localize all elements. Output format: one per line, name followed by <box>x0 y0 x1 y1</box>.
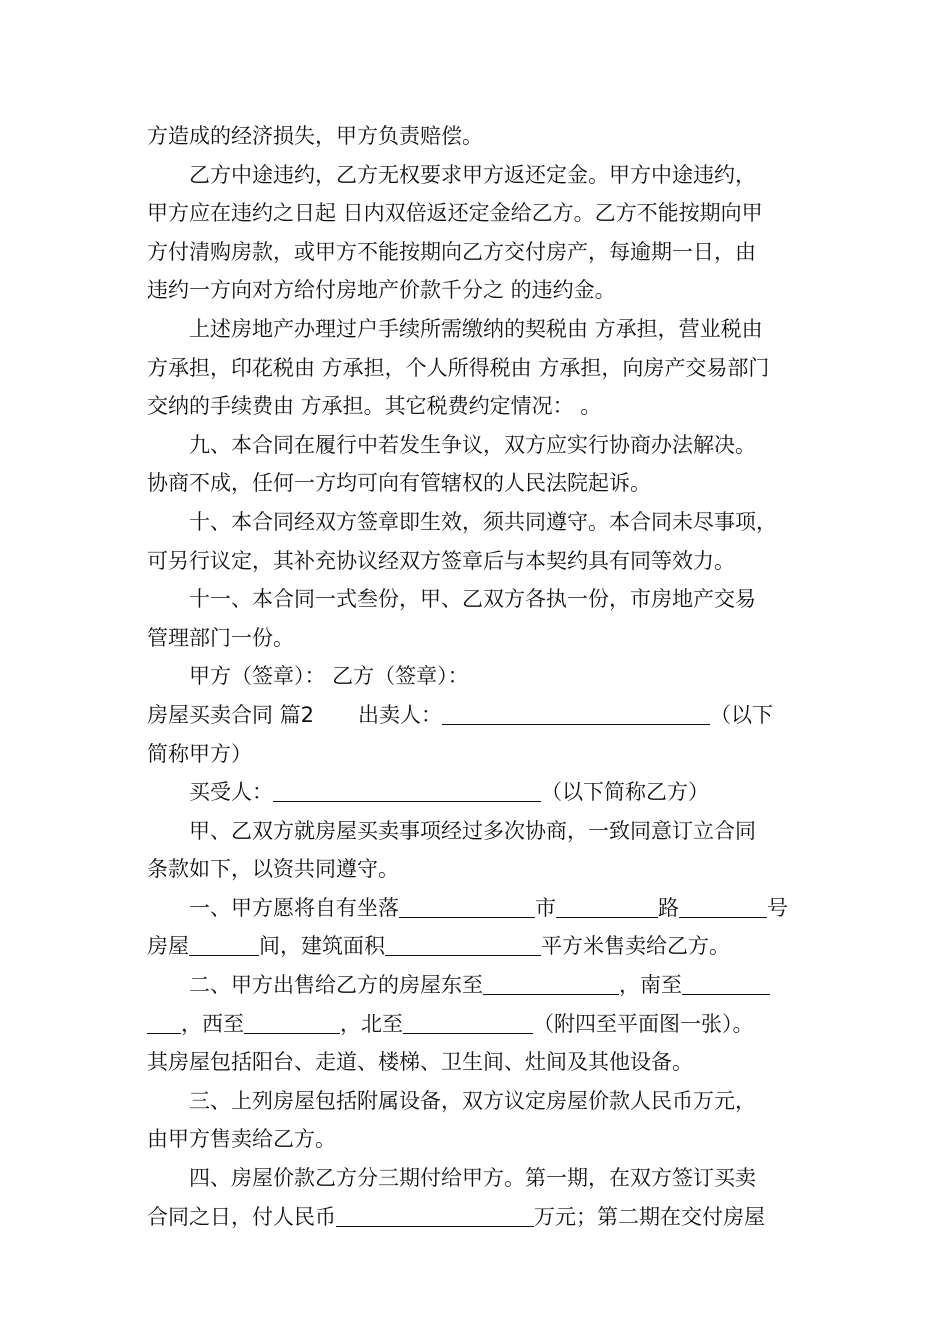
signature-line: 甲方（签章）： 乙方（签章）： <box>189 664 469 689</box>
paragraph-line <box>147 1198 807 1237</box>
paragraph-text: 合同之日，付人民币 <box>147 1204 336 1229</box>
paragraph-text: 万元；第二期在交付房屋 <box>534 1204 765 1229</box>
paragraph-text: （附四至平面图一张）。 <box>533 1011 754 1036</box>
paragraph-line: 协商不成，任何一方均可向有管辖权的人民法院起诉。 <box>147 471 651 496</box>
paragraph-text: 间，建筑面积 <box>259 934 385 959</box>
area-blank <box>385 931 541 956</box>
clause-four-line: 四、房屋价款乙方分三期付给甲方。第一期，在双方签订买卖 <box>189 1166 756 1191</box>
paragraph-line <box>147 1005 807 1044</box>
city-blank <box>399 893 535 918</box>
paragraph-text: 房屋 <box>147 934 189 959</box>
paragraph-text: 二、甲方出售给乙方的房屋东至 <box>189 973 483 998</box>
rooms-blank <box>189 931 259 956</box>
paragraph-line: 方付清购房款，或甲方不能按期向乙方交付房产，每逾期一日，由 <box>147 239 756 264</box>
east-boundary-blank <box>483 970 619 995</box>
contract-two-title: 房屋买卖合同 篇2 <box>147 702 315 727</box>
paragraph-text: ，南至 <box>619 973 682 998</box>
clause-two-line <box>147 966 807 1005</box>
paragraph-text: （以下简称乙方） <box>541 780 709 805</box>
north-boundary-blank <box>403 1009 533 1034</box>
clause-ten-line: 十、本合同经双方签章即生效，须共同遵守。本合同未尽事项， <box>189 509 777 534</box>
seller-name-blank <box>442 700 710 725</box>
paragraph-line: 方造成的经济损失，甲方负责赔偿。 <box>147 124 483 148</box>
paragraph-line: 可另行议定，其补充协议经双方签章后与本契约具有同等效力。 <box>147 548 735 573</box>
paragraph-line: 由甲方售卖给乙方。 <box>147 1127 336 1152</box>
contract-two-heading-line <box>147 696 807 735</box>
south-boundary-blank-continued <box>147 1009 181 1034</box>
buyer-label: 买受人： <box>189 780 273 805</box>
buyer-name-blank <box>273 777 541 802</box>
paragraph-text: ，西至 <box>181 1011 244 1036</box>
paragraph-line: 管理部门一份。 <box>147 625 294 650</box>
clause-three-line: 三、上列房屋包括附属设备，双方议定房屋价款人民币万元， <box>189 1088 756 1113</box>
contract-text-body <box>147 117 807 1236</box>
paragraph-line: 其房屋包括阳台、走道、楼梯、卫生间、灶间及其他设备。 <box>147 1050 693 1075</box>
paragraph-line: 条款如下，以资共同遵守。 <box>147 857 399 882</box>
paragraph-text: 路 <box>658 895 679 920</box>
paragraph-line: 违约一方向对方给付房地产价款千分之 的违约金。 <box>147 278 616 303</box>
clause-eleven-line: 十一、本合同一式叁份，甲、乙双方各执一份，市房地产交易 <box>189 587 756 612</box>
paragraph-text: 平方米售卖给乙方。 <box>541 934 730 959</box>
paragraph-line: 简称甲方） <box>147 741 252 766</box>
paragraph-line: 乙方中途违约，乙方无权要求甲方返还定金。甲方中途违约， <box>189 162 756 187</box>
buyer-line <box>147 773 807 812</box>
paragraph-line <box>147 927 807 966</box>
paragraph-line: 甲、乙双方就房屋买卖事项经过多次协商，一致同意订立合同 <box>189 818 756 843</box>
paragraph-text: 一、甲方愿将自有坐落 <box>189 895 399 920</box>
road-blank <box>556 893 658 918</box>
number-blank <box>679 893 767 918</box>
paragraph-line: 甲方应在违约之日起 日内双倍返还定金给乙方。乙方不能按期向甲 <box>147 201 763 226</box>
seller-label: 出卖人： <box>358 702 443 727</box>
paragraph-text: （以下 <box>710 702 774 727</box>
paragraph-line: 方承担，印花税由 方承担，个人所得税由 方承担，向房产交易部门 <box>147 355 770 380</box>
paragraph-line: 上述房地产办理过户手续所需缴纳的契税由 方承担，营业税由 <box>189 316 763 341</box>
paragraph-line: 交纳的手续费由 方承担。其它税费约定情况： 。 <box>147 394 602 419</box>
clause-nine-line: 九、本合同在履行中若发生争议，双方应实行协商办法解决。 <box>189 432 756 457</box>
paragraph-text: 市 <box>535 895 556 920</box>
west-boundary-blank <box>244 1009 340 1034</box>
south-boundary-blank <box>682 970 770 995</box>
paragraph-text: 号 <box>767 895 788 920</box>
first-payment-blank <box>336 1202 534 1227</box>
paragraph-text: ，北至 <box>340 1011 403 1036</box>
clause-one-line <box>147 889 807 928</box>
